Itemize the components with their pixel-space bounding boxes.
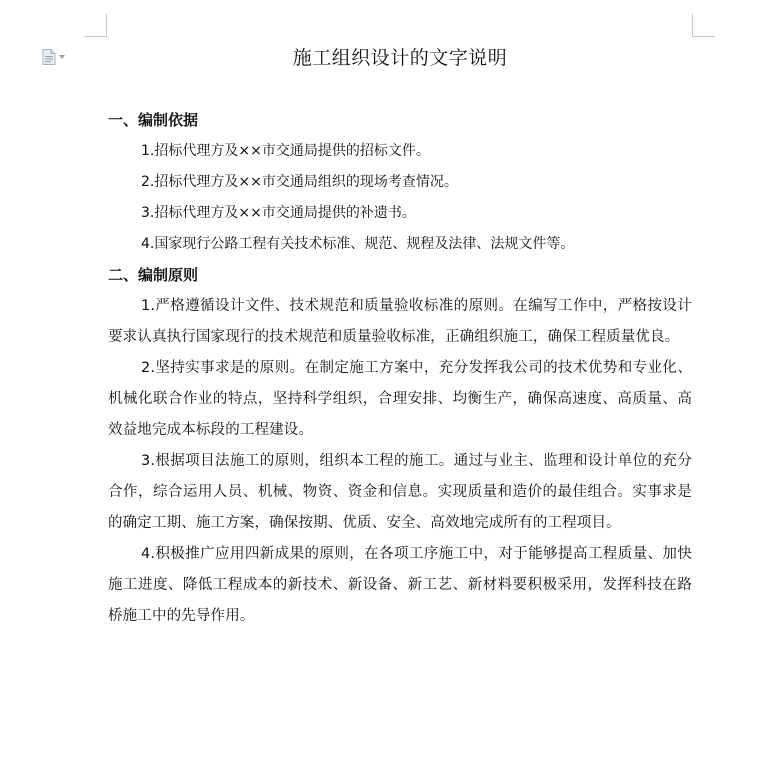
caret-down-icon xyxy=(59,55,65,59)
principle-paragraph-4: 4.积极推广应用四新成果的原则，在各项工序施工中，对于能够提高工程质量、加快施工进度、降低工程成本的新技术、新设备、新工艺、新材料要积极采用，发挥科技在路桥施工中的先导作用。 xyxy=(108,546,692,624)
basis-item-4: 4.国家现行公路工程有关技术标准、规范、规程及法律、法规文件等。 xyxy=(141,236,575,252)
document-page xyxy=(108,40,692,632)
section-heading-basis: 一、编制依据 xyxy=(108,111,199,129)
page-corner-mark-top-left xyxy=(84,14,107,37)
basis-item-2: 2.招标代理方及××市交通局组织的现场考查情况。 xyxy=(141,174,458,190)
basis-item-1: 1.招标代理方及××市交通局提供的招标文件。 xyxy=(141,143,430,159)
document-title: 施工组织设计的文字说明 xyxy=(292,47,508,69)
principle-paragraph-1: 1.严格遵循设计文件、技术规范和质量验收标准的原则。在编写工作中，严格按设计要求认真执行国家现行的技术规范和质量验收标准，正确组织施工，确保工程质量优良。 xyxy=(108,298,692,345)
document-menu-button[interactable] xyxy=(42,49,65,65)
basis-item-3: 3.招标代理方及××市交通局提供的补遗书。 xyxy=(141,205,416,221)
document-icon xyxy=(42,49,56,65)
section-heading-principles: 二、编制原则 xyxy=(108,266,199,284)
page-corner-mark-top-right xyxy=(692,14,715,37)
principle-paragraph-2: 2.坚持实事求是的原则。在制定施工方案中，充分发挥我公司的技术优势和专业化、机械化联合作业的特点，坚持科学组织，合理安排、均衡生产，确保高速度、高质量、高效益地完成本标段的工程建设。 xyxy=(108,360,692,438)
principle-paragraph-3: 3.根据项目法施工的原则，组织本工程的施工。通过与业主、监理和设计单位的充分合作，综合运用人员、机械、物资、资金和信息。实现质量和造价的最佳组合。实事求是的确定工期、施工方案，确保按期、优质、安全、高效地完成所有的工程项目。 xyxy=(108,453,692,531)
